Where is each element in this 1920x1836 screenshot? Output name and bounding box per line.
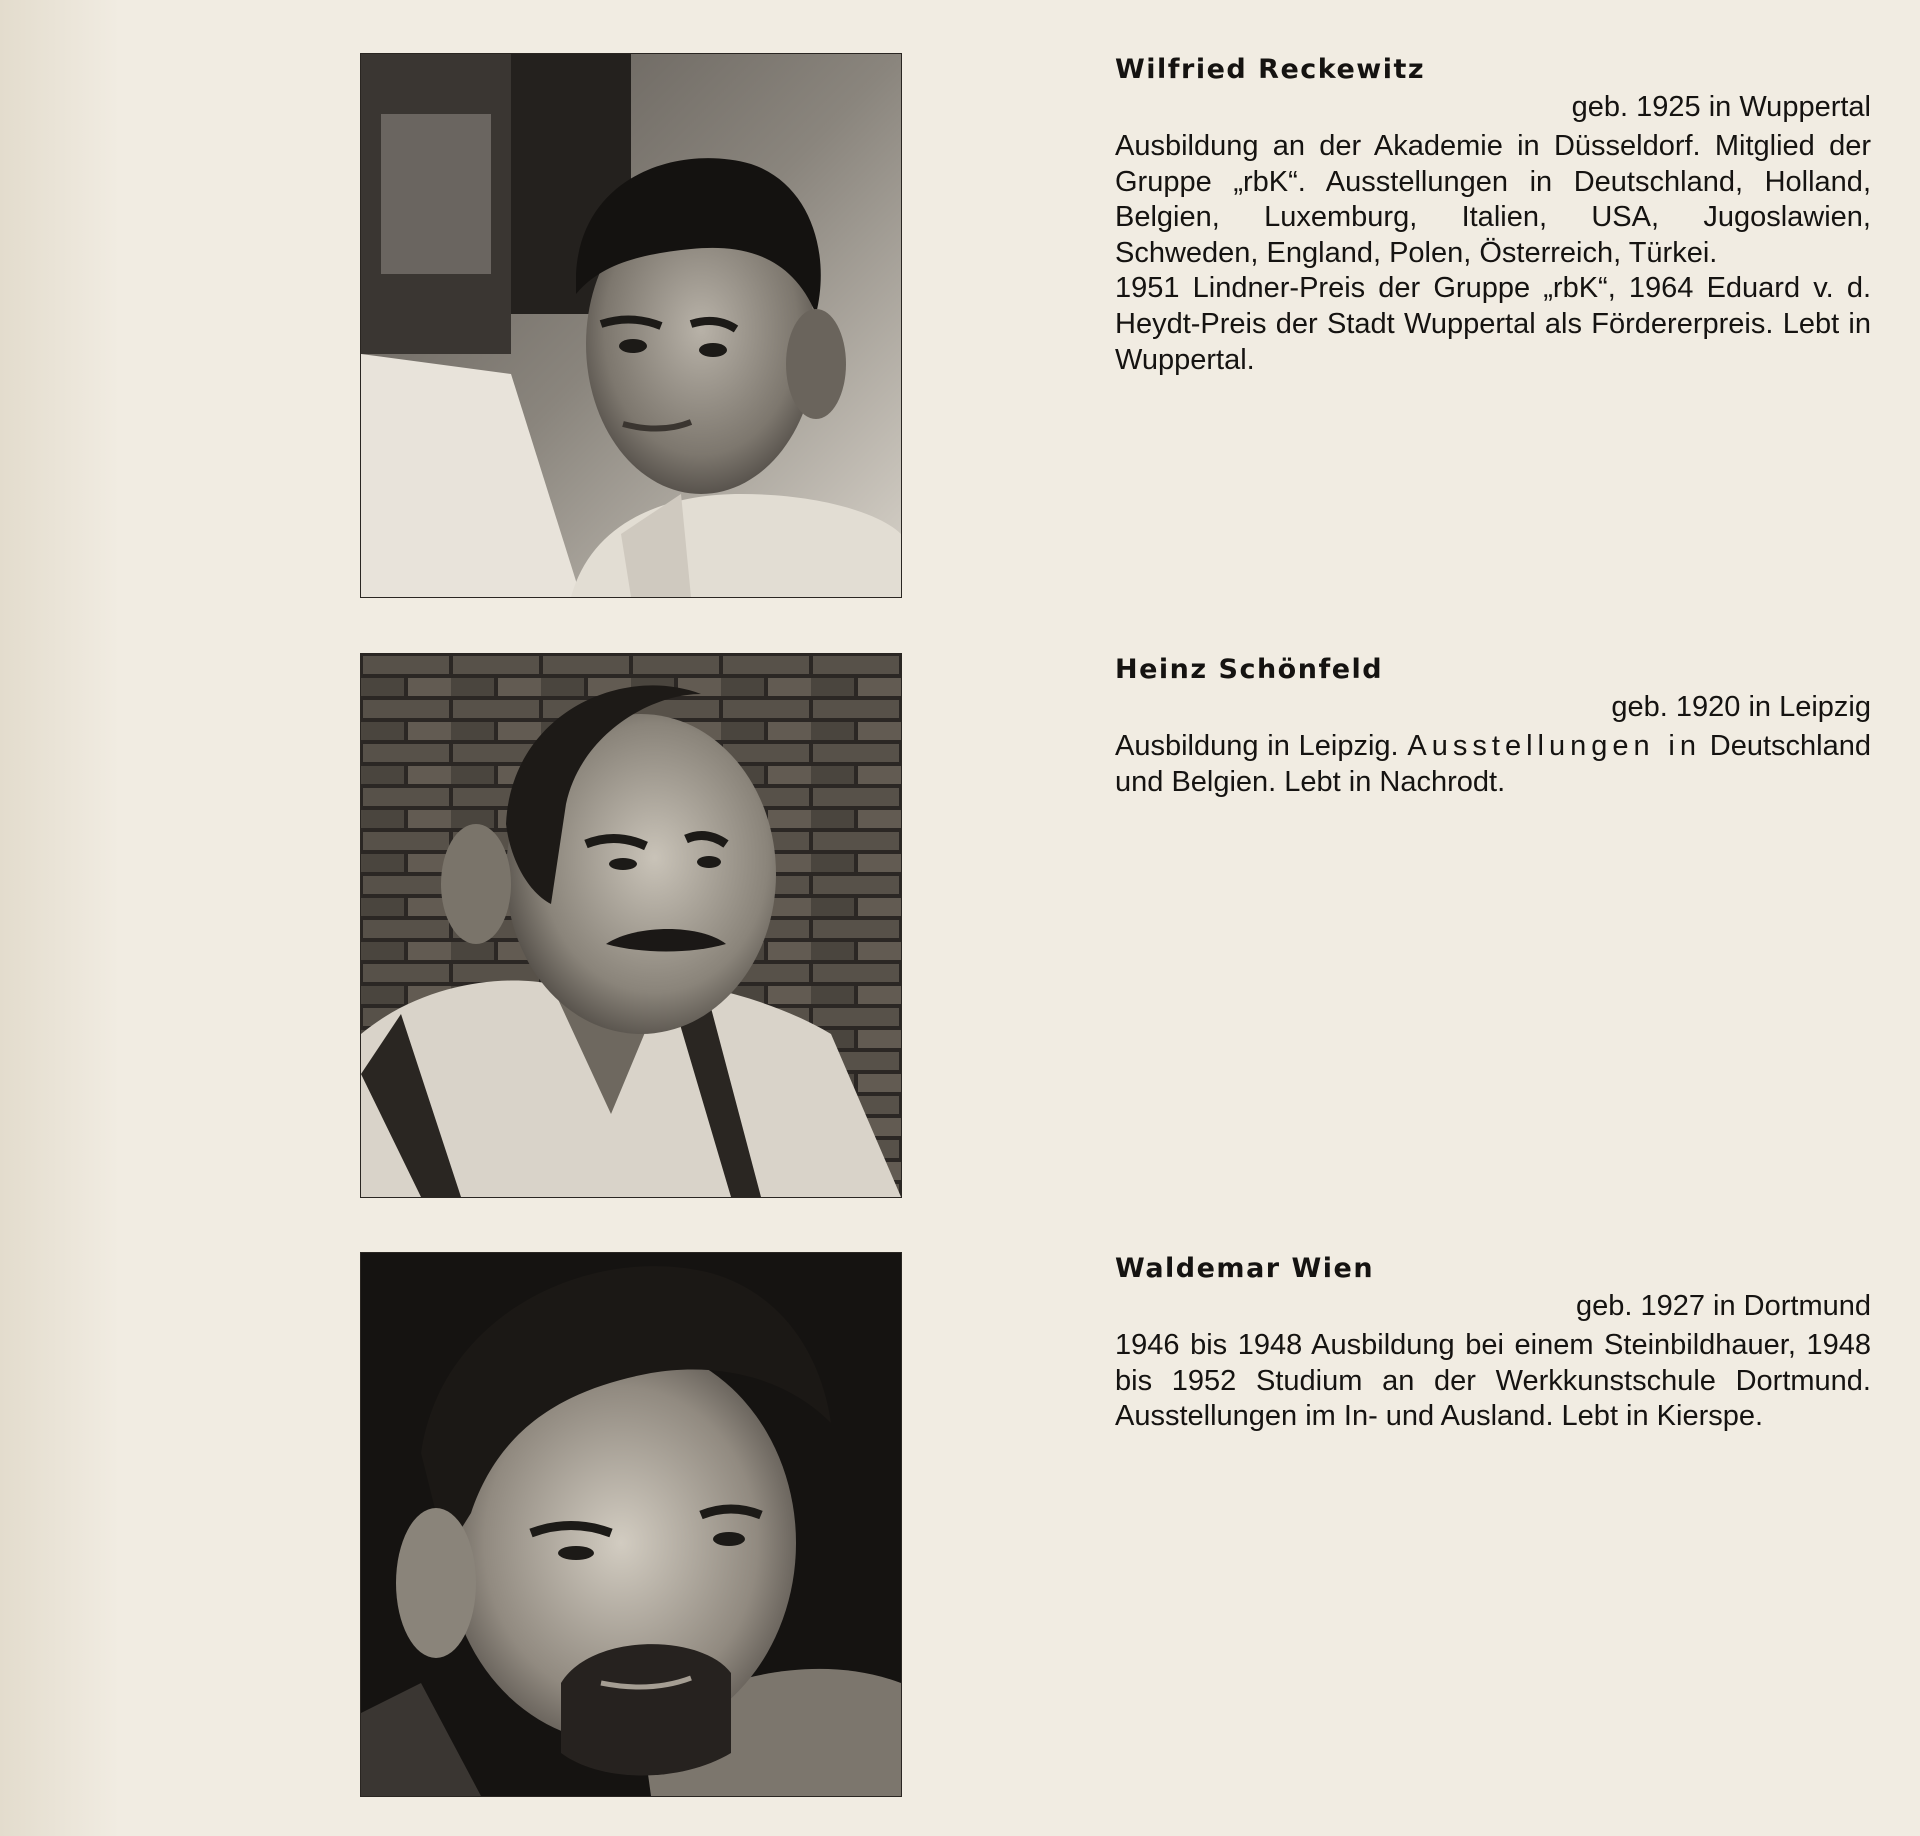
artist-name: Wilfried Reckewitz xyxy=(1115,54,1426,85)
bio-paragraph xyxy=(1115,729,1871,800)
artist-name: Waldemar Wien xyxy=(1115,1253,1375,1284)
bio-reckewitz xyxy=(1115,53,1871,378)
portrait-photo-reckewitz xyxy=(360,53,902,598)
portrait-photo-wien xyxy=(360,1252,902,1797)
birth-info: geb. 1927 in Dortmund xyxy=(1575,1290,1871,1322)
portrait-image xyxy=(361,1253,901,1796)
bio-text-spaced: Ausstellungen in xyxy=(1407,730,1701,762)
bio-paragraph: 1946 bis 1948 Ausbildung bei einem Steinbildhauer, 1948 bis 1952 Studium an der Werkkunstschule Dortmund. Ausstellungen im In- und Ausland. Lebt in Kierspe. xyxy=(1115,1329,1871,1433)
birth-info: geb. 1925 in Wuppertal xyxy=(1571,91,1871,123)
bio-paragraph: 1951 Lindner-Preis der Gruppe „rbK“, 1964 Eduard v. d. Heydt-Preis der Stadt Wuppertal als Fördererpreis. Lebt in Wuppertal. xyxy=(1115,272,1871,376)
bio-paragraph: Ausbildung an der Akademie in Düsseldorf. Mitglied der Gruppe „rbK“. Ausstellungen in Deutschland, Holland, Belgien, Luxemburg, Italien, USA, Jugoslawien, Schweden, England, Polen, Österreich, Türkei. xyxy=(1115,130,1871,269)
artist-entry-wien xyxy=(0,1252,1920,1812)
bio-schoenfeld xyxy=(1115,653,1871,800)
artist-entry-schoenfeld xyxy=(0,653,1920,1213)
portrait-image xyxy=(361,54,901,597)
portrait-photo-schoenfeld xyxy=(360,653,902,1198)
bio-text-start: Ausbildung in Leipzig. xyxy=(1115,730,1399,762)
artist-name: Heinz Schönfeld xyxy=(1115,654,1384,685)
bio-text-end: Deutschland und Belgien. Lebt in Nachrodt. xyxy=(1115,730,1871,798)
bio-wien xyxy=(1115,1252,1871,1435)
birth-info: geb. 1920 in Leipzig xyxy=(1611,691,1871,723)
artist-entry-reckewitz xyxy=(0,53,1920,613)
portrait-image xyxy=(361,654,901,1197)
